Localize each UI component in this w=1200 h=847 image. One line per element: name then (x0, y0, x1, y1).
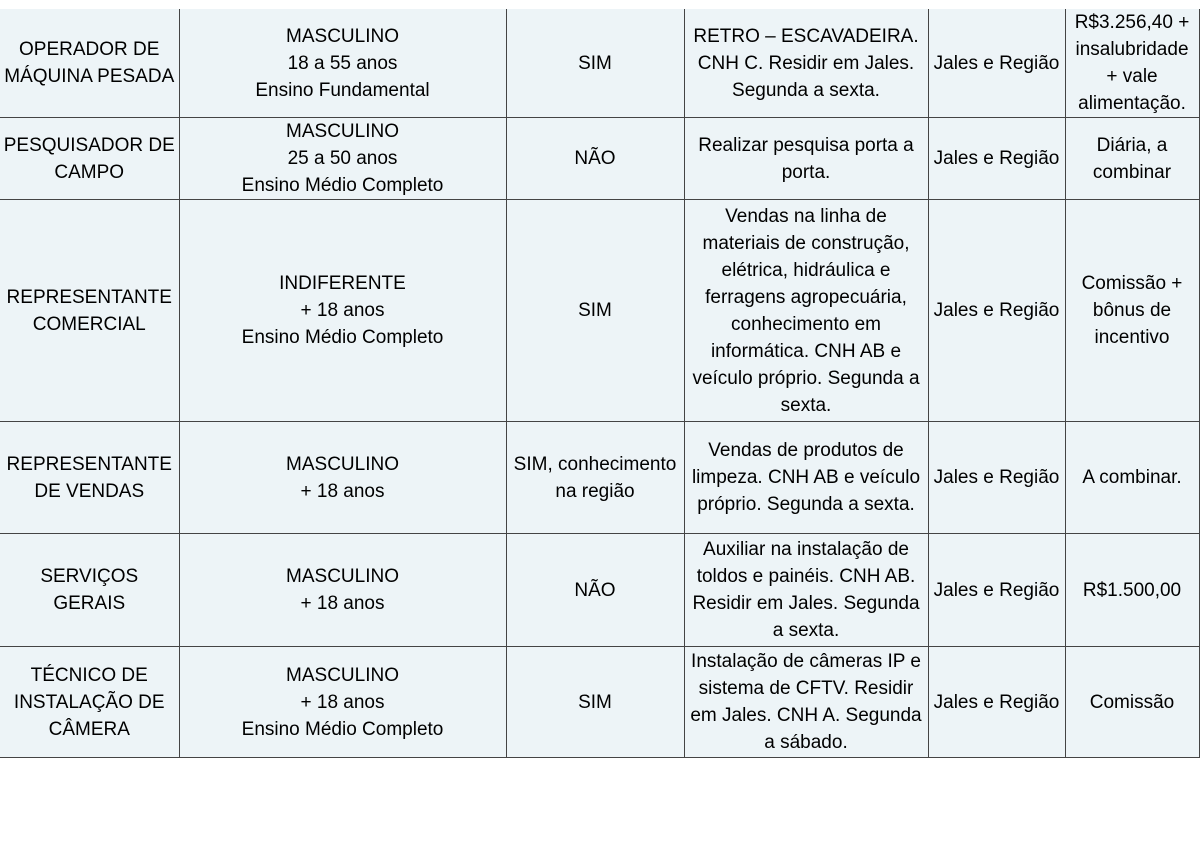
job-experience-cell: SIM (506, 9, 684, 118)
profile-gender: MASCULINO (286, 25, 399, 47)
job-role-cell: REPRESENTANTE COMERCIAL (0, 200, 179, 422)
job-pay-cell: Comissão + bônus de incentivo (1065, 200, 1199, 422)
profile-education: Ensino Fundamental (255, 79, 430, 101)
job-profile-cell (179, 118, 506, 200)
table-row (0, 647, 1199, 758)
profile-education: Ensino Médio Completo (241, 175, 444, 196)
job-location-cell: Jales e Região (928, 534, 1065, 647)
job-role-cell: PESQUISADOR DE CAMPO (0, 118, 179, 200)
job-pay-cell: A combinar. (1065, 422, 1199, 534)
job-description-cell: Vendas na linha de materiais de construção, elétrica, hidráulica e ferragens agropecuária, conhecimento em informática. CNH AB e veículo próprio. Segunda a sexta. (684, 200, 928, 422)
job-description-cell: Realizar pesquisa porta a porta. (684, 118, 928, 200)
job-profile-cell (179, 9, 506, 118)
job-experience-cell: SIM (506, 647, 684, 758)
job-pay-cell: R$1.500,00 (1065, 534, 1199, 647)
table-row (0, 9, 1199, 118)
job-description-cell: RETRO – ESCAVADEIRA. CNH C. Residir em Jales. Segunda a sexta. (684, 9, 928, 118)
table-row (0, 118, 1199, 200)
profile-age: + 18 anos (300, 300, 385, 321)
job-openings-table (0, 9, 1200, 758)
profile-gender: MASCULINO (286, 121, 399, 142)
job-location-cell: Jales e Região (928, 200, 1065, 422)
job-pay-cell: R$3.256,40 + insalubridade + vale alimentação. (1065, 9, 1199, 118)
job-experience-cell: SIM (506, 200, 684, 422)
profile-education: Ensino Médio Completo (241, 327, 444, 348)
profile-age: + 18 anos (300, 593, 385, 614)
job-role-cell: REPRESENTANTE DE VENDAS (0, 422, 179, 534)
job-profile-cell (179, 422, 506, 534)
job-role-cell: TÉCNICO DE INSTALAÇÃO DE CÂMERA (0, 647, 179, 758)
profile-age: + 18 anos (300, 691, 385, 713)
table-row (0, 422, 1199, 534)
profile-gender: MASCULINO (286, 664, 399, 686)
job-experience-cell: SIM, conhecimento na região (506, 422, 684, 534)
job-description-cell: Instalação de câmeras IP e sistema de CFTV. Residir em Jales. CNH A. Segunda a sábado. (684, 647, 928, 758)
table-row (0, 200, 1199, 422)
profile-education: Ensino Médio Completo (241, 718, 444, 740)
profile-gender: MASCULINO (286, 566, 399, 587)
job-location-cell: Jales e Região (928, 422, 1065, 534)
profile-age: + 18 anos (300, 480, 385, 502)
profile-age: 25 a 50 anos (287, 148, 398, 169)
job-pay-cell: Diária, a combinar (1065, 118, 1199, 200)
job-description-cell: Vendas de produtos de limpeza. CNH AB e veículo próprio. Segunda a sexta. (684, 422, 928, 534)
profile-gender: INDIFERENTE (279, 273, 406, 294)
profile-age: 18 a 55 anos (287, 52, 398, 74)
table-row (0, 534, 1199, 647)
job-profile-cell (179, 200, 506, 422)
job-role-cell: OPERADOR DE MÁQUINA PESADA (0, 9, 179, 118)
job-location-cell: Jales e Região (928, 647, 1065, 758)
job-profile-cell (179, 647, 506, 758)
job-pay-cell: Comissão (1065, 647, 1199, 758)
job-location-cell: Jales e Região (928, 9, 1065, 118)
job-experience-cell: NÃO (506, 534, 684, 647)
job-profile-cell (179, 534, 506, 647)
job-location-cell: Jales e Região (928, 118, 1065, 200)
job-experience-cell: NÃO (506, 118, 684, 200)
job-description-cell: Auxiliar na instalação de toldos e painéis. CNH AB. Residir em Jales. Segunda a sexta. (684, 534, 928, 647)
job-role-cell: SERVIÇOS GERAIS (0, 534, 179, 647)
profile-gender: MASCULINO (286, 453, 399, 475)
